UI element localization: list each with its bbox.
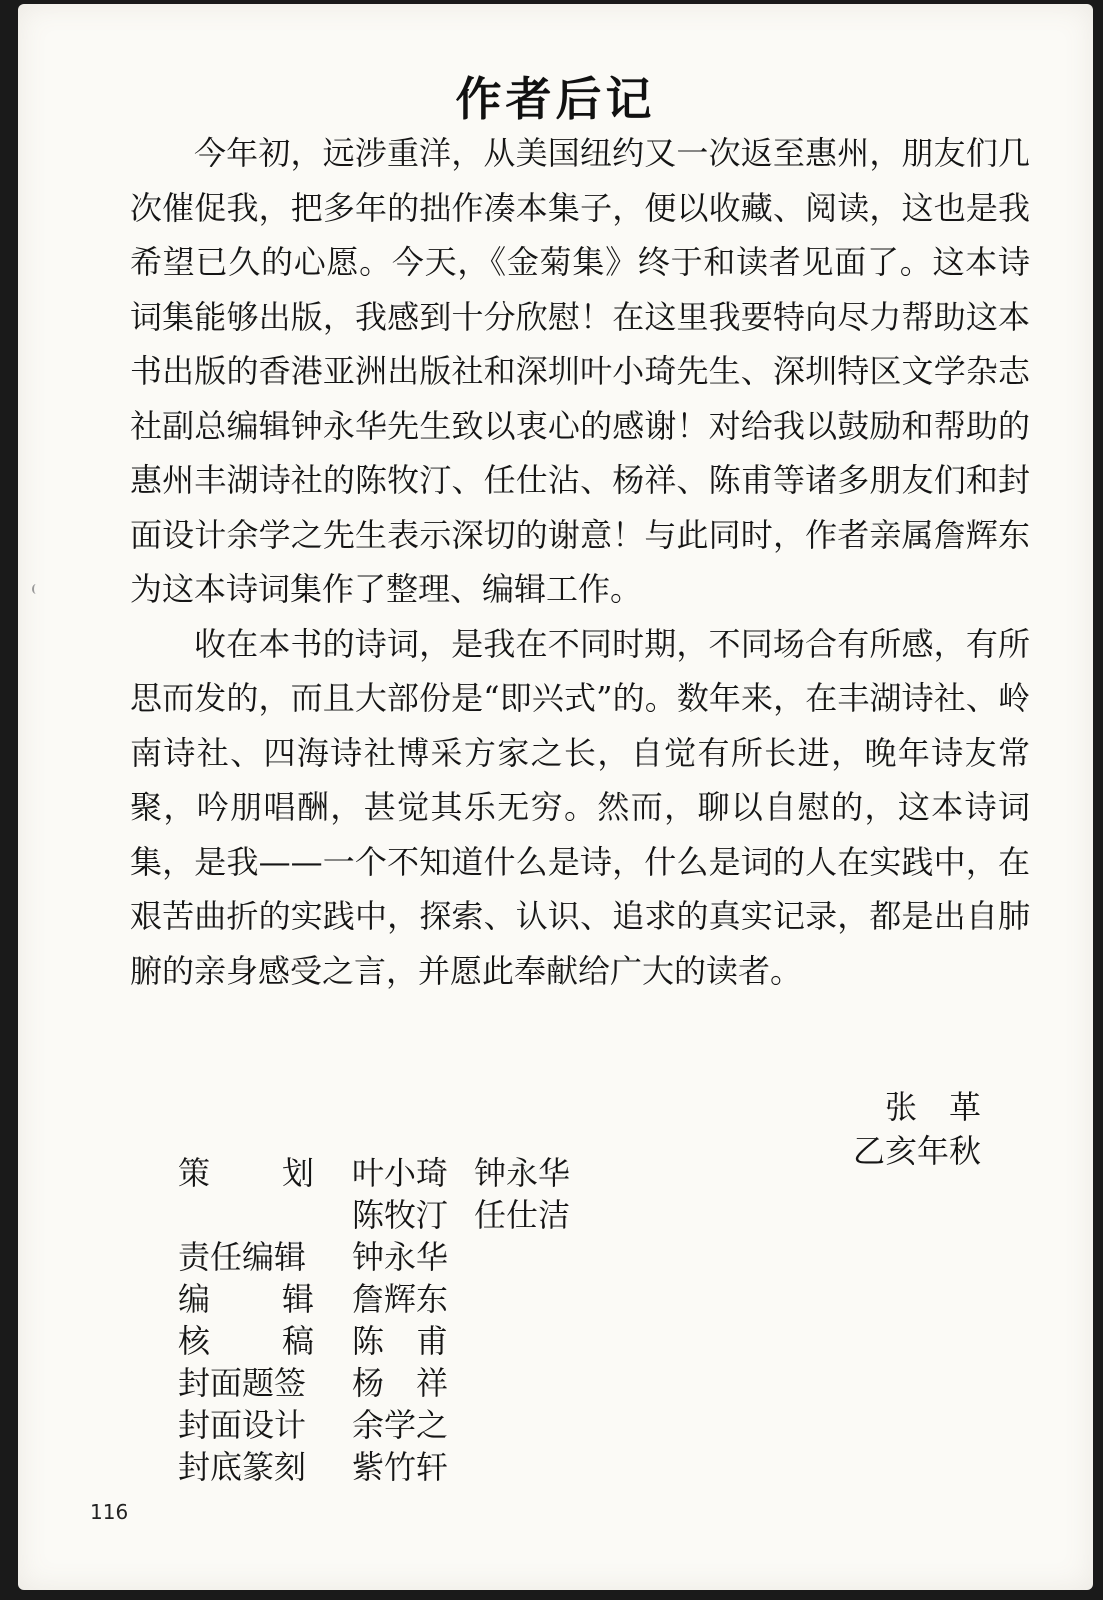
credit-row (178, 1278, 596, 1320)
credit-role (178, 1152, 314, 1194)
role-char: 辑 (281, 1280, 314, 1318)
credit-names (352, 1236, 474, 1278)
role-char: 稿 (281, 1322, 314, 1360)
credit-name: 叶小琦 (352, 1154, 449, 1192)
role-label: 责任编辑 (178, 1238, 307, 1276)
credit-name: 杨 祥 (352, 1364, 449, 1402)
credit-name: 余学之 (352, 1406, 449, 1444)
credit-row (178, 1446, 596, 1488)
credit-row (178, 1152, 596, 1236)
credit-name: 紫竹轩 (352, 1448, 449, 1486)
role-char: 核 (178, 1322, 211, 1360)
credit-name: 钟永华 (352, 1238, 449, 1276)
credit-name: 钟永华 (474, 1154, 571, 1192)
page-number: 116 (90, 1500, 129, 1524)
credit-names (352, 1404, 474, 1446)
role-label: 封面设计 (178, 1406, 307, 1444)
credit-names (352, 1278, 474, 1320)
margin-mark (32, 584, 40, 594)
book-page (18, 4, 1093, 1590)
credits-list (178, 1152, 596, 1488)
role-label: 封底篆刻 (178, 1448, 307, 1486)
role-char: 划 (281, 1154, 314, 1192)
credit-row (178, 1404, 596, 1446)
role-char: 策 (178, 1154, 211, 1192)
credit-names (352, 1152, 596, 1236)
credit-role (178, 1404, 314, 1446)
credit-names (352, 1362, 474, 1404)
credit-names (352, 1320, 474, 1362)
author-name: 张 革 (884, 1088, 981, 1126)
credit-name: 詹辉东 (352, 1280, 449, 1318)
credit-row (178, 1236, 596, 1278)
paragraph: 今年初，远涉重洋，从美国纽约又一次返至惠州，朋友们几次催促我，把多年的拙作凑本集子，便以收藏、阅读，这也是我希望已久的心愿。今天，《金菊集》终于和读者见面了。这本诗词集能够出版，我感到十分欣慰！在这里我要特向尽力帮助这本书出版的香港亚洲出版社和深圳叶小琦先生、深圳特区文学杂志社副总编辑钟永华先生致以衷心的感谢！对给我以鼓励和帮助的惠州丰湖诗社的陈牧汀、任仕沾、杨祥、陈甫等诸多朋友们和封面设计余学之先生表示深切的谢意！与此同时，作者亲属詹辉东为这本诗词集作了整理、编辑工作。 (130, 134, 1030, 608)
credit-name: 陈牧汀 (352, 1196, 449, 1234)
role-char: 编 (178, 1280, 211, 1318)
afterword-body (130, 126, 1030, 998)
page-title: 作者后记 (455, 72, 656, 126)
credit-row (178, 1320, 596, 1362)
credit-role (178, 1320, 314, 1362)
signature-date: 乙亥年秋 (852, 1132, 981, 1170)
credit-name: 任仕洁 (474, 1196, 571, 1234)
credit-names (352, 1446, 474, 1488)
role-label: 封面题签 (178, 1364, 307, 1402)
credit-role (178, 1362, 314, 1404)
credit-name: 陈 甫 (352, 1322, 449, 1360)
credit-role (178, 1278, 314, 1320)
credit-role (178, 1446, 314, 1488)
paragraph: 收在本书的诗词，是我在不同时期，不同场合有所感，有所思而发的，而且大部份是“即兴式”的。数年来，在丰湖诗社、岭南诗社、四海诗社博采方家之长，自觉有所长进，晚年诗友常聚，吟朋唱酬，甚觉其乐无穷。然而，聊以自慰的，这本诗词集，是我——一个不知道什么是诗，什么是词的人在实践中，在艰苦曲折的实践中，探索、认识、追求的真实记录，都是出自肺腑的亲身感受之言，并愿此奉献给广大的读者。 (130, 624, 1030, 990)
credit-row (178, 1362, 596, 1404)
signature-block (853, 1085, 981, 1173)
credit-role (178, 1236, 314, 1278)
